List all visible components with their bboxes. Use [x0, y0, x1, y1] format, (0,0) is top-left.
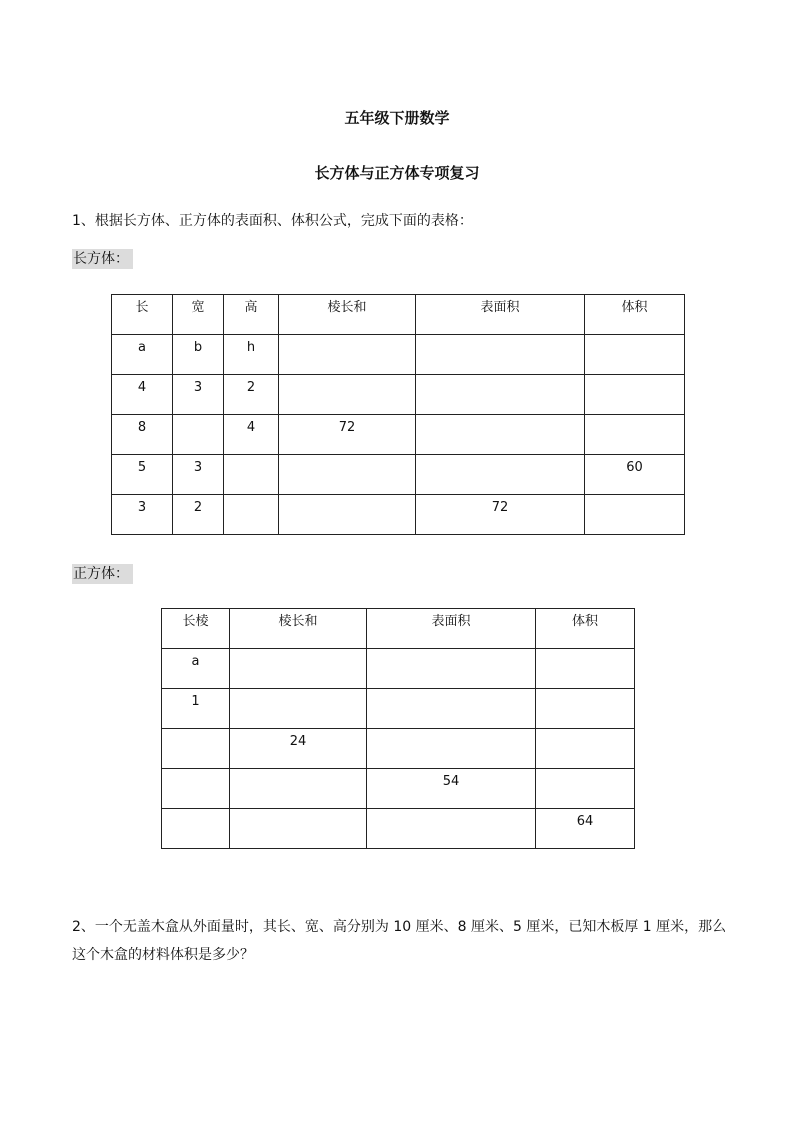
table-cell[interactable]: [162, 729, 230, 769]
header-cell: 棱长和: [279, 295, 416, 335]
table-cell[interactable]: [230, 689, 367, 729]
table-cell: 72: [416, 495, 585, 535]
table-cell: b: [173, 335, 224, 375]
header-cell: 宽: [173, 295, 224, 335]
table-cell[interactable]: [162, 809, 230, 849]
table-cell: 3: [112, 495, 173, 535]
table-cell[interactable]: [279, 495, 416, 535]
header-cell: 棱长和: [230, 609, 367, 649]
table-cell: h: [224, 335, 279, 375]
cuboid-label: 长方体：: [72, 249, 133, 269]
table-cell: 2: [173, 495, 224, 535]
table-cell[interactable]: [416, 455, 585, 495]
table-row: [112, 495, 685, 535]
table-cell: 64: [536, 809, 635, 849]
header-cell: 高: [224, 295, 279, 335]
header-cell: 表面积: [367, 609, 536, 649]
table-cell[interactable]: [536, 769, 635, 809]
table-cell[interactable]: [416, 375, 585, 415]
page-subtitle: 长方体与正方体专项复习: [314, 164, 480, 182]
table-cell: a: [112, 335, 173, 375]
table-cell: 1: [162, 689, 230, 729]
table-cell[interactable]: [279, 335, 416, 375]
table-cell[interactable]: [367, 809, 536, 849]
table-cell: 72: [279, 415, 416, 455]
table-cell: 3: [173, 375, 224, 415]
table-row: [162, 649, 635, 689]
table-cell[interactable]: [416, 415, 585, 455]
table-cell: 3: [173, 455, 224, 495]
table-row: [162, 689, 635, 729]
cube-table: [161, 608, 635, 849]
header-cell: 表面积: [416, 295, 585, 335]
table-row: [162, 769, 635, 809]
table-cell: 24: [230, 729, 367, 769]
table-cell[interactable]: [230, 769, 367, 809]
table-cell[interactable]: [367, 649, 536, 689]
table-cell: 4: [112, 375, 173, 415]
table-cell: 8: [112, 415, 173, 455]
table-cell[interactable]: [173, 415, 224, 455]
table-cell[interactable]: [367, 729, 536, 769]
table-cell[interactable]: [279, 375, 416, 415]
question-2-text: 2、一个无盖木盒从外面量时，其长、宽、高分别为 10 厘米、8 厘米、5 厘米，已知木板厚 1 厘米，那么这个木盒的材料体积是多少？: [72, 919, 727, 963]
table-row: [112, 335, 685, 375]
table-row: [112, 415, 685, 455]
table-cell: a: [162, 649, 230, 689]
cube-label: 正方体：: [72, 564, 133, 584]
table-cell[interactable]: [230, 809, 367, 849]
table-row: [162, 809, 635, 849]
table-row: [112, 375, 685, 415]
table-cell[interactable]: [230, 649, 367, 689]
table-cell[interactable]: [536, 729, 635, 769]
table-header-row: [162, 609, 635, 649]
table-row: [162, 729, 635, 769]
header-cell: 长: [112, 295, 173, 335]
table-cell: 60: [585, 455, 685, 495]
table-cell[interactable]: [585, 495, 685, 535]
cuboid-table: [111, 294, 685, 535]
table-header-row: [112, 295, 685, 335]
header-cell: 体积: [585, 295, 685, 335]
table-cell[interactable]: [367, 689, 536, 729]
header-cell: 长棱: [162, 609, 230, 649]
table-cell[interactable]: [279, 455, 416, 495]
table-cell[interactable]: [416, 335, 585, 375]
table-cell[interactable]: [536, 649, 635, 689]
table-cell[interactable]: [536, 689, 635, 729]
table-row: [112, 455, 685, 495]
table-cell: 2: [224, 375, 279, 415]
header-cell: 体积: [536, 609, 635, 649]
table-cell[interactable]: [162, 769, 230, 809]
page-title: 五年级下册数学: [344, 109, 450, 127]
table-cell[interactable]: [585, 415, 685, 455]
table-cell: 54: [367, 769, 536, 809]
question-1-text: 1、根据长方体、正方体的表面积、体积公式，完成下面的表格：: [72, 213, 473, 229]
table-cell[interactable]: [585, 375, 685, 415]
table-cell: 4: [224, 415, 279, 455]
table-cell[interactable]: [585, 335, 685, 375]
table-cell[interactable]: [224, 495, 279, 535]
table-cell[interactable]: [224, 455, 279, 495]
table-cell: 5: [112, 455, 173, 495]
